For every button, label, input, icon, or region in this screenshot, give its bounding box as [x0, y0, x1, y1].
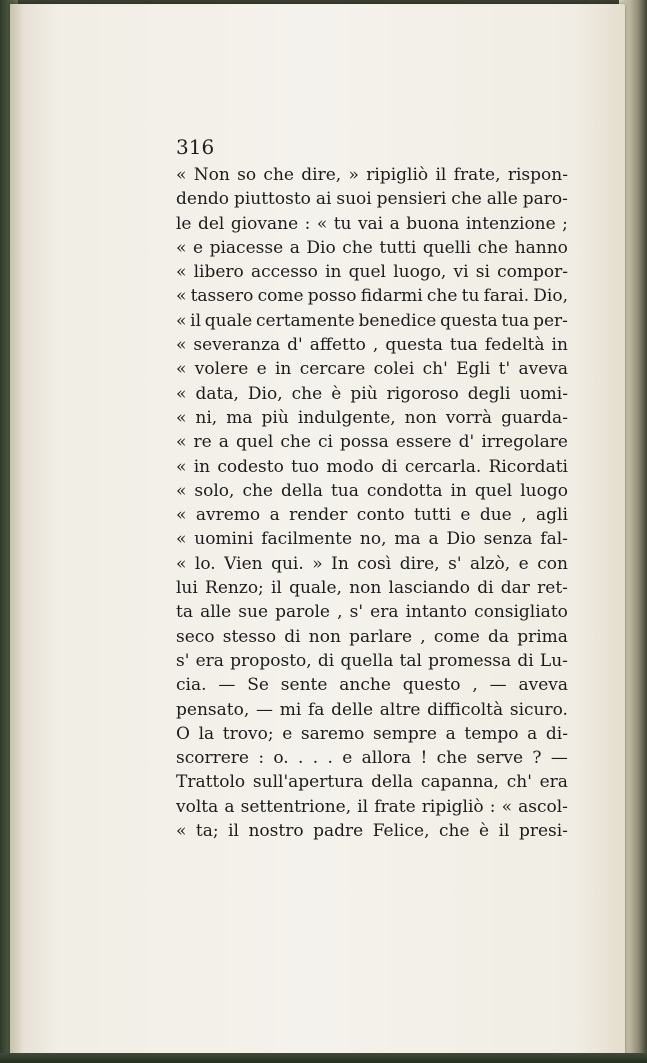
word: s' [349, 602, 364, 623]
word: quelli [422, 237, 472, 258]
word: piuttosto [233, 189, 311, 210]
word: quale [204, 310, 253, 331]
word: aveva [518, 675, 568, 696]
word: più [261, 407, 289, 428]
text-line [176, 357, 568, 381]
word: era [539, 772, 568, 793]
word: il [271, 578, 282, 599]
word: dar [500, 578, 530, 599]
word: e [192, 237, 204, 258]
word: serve [476, 748, 524, 769]
word: proposto, [230, 650, 312, 671]
word: sull'apertura [252, 772, 364, 793]
book-cover-bottom [0, 1053, 647, 1063]
word: suoi [336, 189, 372, 210]
word: come [433, 626, 480, 647]
word: Felice, [372, 821, 430, 842]
word: , [420, 626, 426, 647]
text-line [176, 163, 568, 187]
word: « [176, 432, 187, 453]
word: alzò, [469, 553, 511, 574]
word: modo [326, 456, 374, 477]
word: e [342, 748, 353, 769]
word: guarda- [501, 407, 568, 428]
word: settentrione, [240, 796, 352, 817]
word: » [312, 553, 323, 574]
word: nostro [248, 821, 304, 842]
word: colei [373, 359, 415, 380]
word: allora [361, 748, 412, 769]
word: mi [279, 699, 302, 720]
word: irregolare [481, 432, 568, 453]
word: lasciando [388, 578, 471, 599]
word: intenzione [465, 213, 556, 234]
text-line [176, 673, 568, 697]
word: « [176, 529, 187, 550]
word: come [257, 286, 304, 307]
word: compor- [497, 262, 568, 283]
word: Renzo; [205, 578, 264, 599]
word: cercarla. [404, 456, 482, 477]
word: promessa [428, 650, 512, 671]
text-line [176, 698, 568, 722]
word: re [193, 432, 212, 453]
word: a [527, 723, 538, 744]
word: ripigliò [366, 165, 429, 185]
word: intanto [405, 602, 467, 623]
word: — [550, 748, 568, 769]
word: , [337, 602, 343, 623]
word: di [477, 578, 494, 599]
word: tutti [414, 505, 451, 526]
word: qui. [271, 553, 304, 574]
word: ! [420, 748, 428, 769]
word: cia. [176, 675, 207, 696]
word: — [489, 675, 507, 696]
word: per- [533, 310, 568, 331]
word: — [218, 675, 236, 696]
word: . [327, 748, 333, 769]
word: delle [331, 699, 374, 720]
word: presi- [518, 821, 568, 842]
word: di [517, 650, 534, 671]
word: frate [374, 796, 416, 817]
word: » [348, 165, 359, 185]
word: quel [235, 432, 274, 453]
word: alle [200, 602, 232, 623]
text-line [176, 430, 568, 454]
word: che [263, 165, 294, 185]
word: dire, [399, 553, 440, 574]
word: tal [399, 650, 422, 671]
word: volere [194, 359, 249, 380]
word: padre [313, 821, 364, 842]
word: anche [339, 675, 391, 696]
text-line [176, 284, 568, 308]
word: sente [280, 675, 328, 696]
word: lo. [194, 553, 216, 574]
word: Lu- [539, 650, 568, 671]
word: senza [483, 529, 533, 550]
word: . [312, 748, 319, 769]
word: Dio, [247, 383, 283, 404]
word: rispon- [507, 165, 568, 185]
word: a [428, 529, 439, 550]
word: fa [308, 699, 325, 720]
word: hanno [514, 237, 568, 258]
word: facilmente [261, 529, 353, 550]
word: ma [226, 407, 253, 428]
word: non [349, 578, 382, 599]
word: « [176, 165, 187, 185]
word: tutti [379, 237, 417, 258]
word: che [436, 748, 468, 769]
text-line [176, 333, 568, 357]
word: ai [315, 189, 332, 210]
word: che [438, 821, 470, 842]
word: possa [340, 432, 389, 453]
word: scorrere [176, 748, 249, 769]
word: indulgente, [297, 407, 396, 428]
word: che [242, 480, 273, 501]
word: piacesse [209, 237, 284, 258]
word: lui [176, 578, 198, 599]
text-line [176, 576, 568, 600]
word: che [291, 383, 323, 404]
word: e [256, 359, 267, 380]
word: ; [562, 213, 568, 234]
word: a [224, 796, 235, 817]
word: Dio, [533, 286, 568, 307]
word: d' [287, 335, 303, 356]
word: pensato, [176, 699, 250, 720]
word: « [176, 480, 187, 501]
word: di [317, 650, 335, 671]
word: che [451, 189, 482, 210]
word: ni, [195, 407, 218, 428]
text-line [176, 236, 568, 260]
word: Vien [224, 553, 263, 574]
word: ch' [422, 359, 448, 380]
word: fedeltà [484, 335, 545, 356]
word: in [551, 335, 568, 356]
word: stesso [222, 626, 277, 647]
word: « [176, 407, 187, 428]
word: non [404, 407, 437, 428]
word: Se [247, 675, 269, 696]
word: d' [458, 432, 475, 453]
word: la [198, 723, 215, 744]
word: quel [348, 262, 386, 283]
word: del [197, 213, 225, 234]
word: o. [273, 748, 289, 769]
word: Dio [446, 529, 476, 550]
word: più [350, 383, 378, 404]
word: avremo [195, 505, 261, 526]
text-line [176, 309, 568, 333]
word: e [460, 505, 471, 526]
word: si [475, 262, 490, 283]
word: a [269, 505, 280, 526]
word: cercare [299, 359, 366, 380]
word: no, [359, 529, 387, 550]
word: solo, [194, 480, 235, 501]
word: quale, [289, 578, 342, 599]
text-line [176, 625, 568, 649]
word: prima [517, 626, 568, 647]
text-line [176, 770, 568, 794]
word: fidarmi [360, 286, 423, 307]
word: giovane [230, 213, 299, 234]
word: sue [238, 602, 268, 623]
word: , [372, 335, 379, 356]
word: è [331, 383, 342, 404]
word: , [472, 675, 478, 696]
word: ta [176, 602, 193, 623]
word: quella [340, 650, 394, 671]
word: a [445, 723, 456, 744]
word: di- [545, 723, 568, 744]
word: « [176, 383, 187, 404]
word: essere [395, 432, 452, 453]
text-line [176, 406, 568, 430]
word: parlare [349, 626, 413, 647]
word: « [176, 262, 187, 283]
word: dendo [176, 189, 230, 210]
word: a [389, 213, 400, 234]
word: il [435, 165, 447, 185]
word: a [289, 237, 300, 258]
word: buona [406, 213, 460, 234]
word: agli [536, 505, 568, 526]
word: « [176, 505, 187, 526]
word: tu [461, 286, 480, 307]
word: che [477, 237, 509, 258]
word: tu [333, 213, 352, 234]
word: questa [385, 335, 443, 356]
word: volta [176, 796, 219, 817]
word: di [284, 626, 301, 647]
word: Ricordati [488, 456, 568, 477]
page-text [176, 163, 568, 843]
text-line [176, 260, 568, 284]
word: « [176, 335, 187, 356]
word: luogo [520, 480, 568, 501]
word: da [488, 626, 510, 647]
word: capanna, [420, 772, 499, 793]
word: con [537, 553, 568, 574]
text-line [176, 795, 568, 819]
word: degli [467, 383, 511, 404]
word: questo [402, 675, 461, 696]
word: vai [357, 213, 384, 234]
word: Dio [306, 237, 336, 258]
word: ci [318, 432, 333, 453]
word: saremo [300, 723, 365, 744]
word: difficoltà [427, 699, 504, 720]
word: il [190, 310, 202, 331]
word: frate, [453, 165, 501, 185]
word: codesto [217, 456, 284, 477]
word: data, [195, 383, 239, 404]
word: severanza [193, 335, 281, 356]
word: , [521, 505, 527, 526]
word: libero [193, 262, 244, 283]
word: ma [394, 529, 421, 550]
text-line [176, 479, 568, 503]
word: non [308, 626, 341, 647]
word: : [489, 796, 496, 817]
word: accesso [250, 262, 318, 283]
word: t' [498, 359, 511, 380]
text-line [176, 819, 568, 843]
text-line [176, 552, 568, 576]
word: certamente [256, 310, 355, 331]
word: quel [474, 480, 513, 501]
word: le [176, 213, 192, 234]
word: posso [307, 286, 357, 307]
word: il [498, 821, 510, 842]
word: « [176, 456, 187, 477]
word: il [228, 821, 239, 842]
text-line [176, 722, 568, 746]
word: « [176, 359, 187, 380]
word: condotta [366, 480, 443, 501]
word: Egli [456, 359, 491, 380]
word: « [176, 237, 187, 258]
word: in [325, 262, 342, 283]
word: Trattolo [176, 772, 246, 793]
word: In [331, 553, 349, 574]
word: ch' [506, 772, 532, 793]
word: trovo; [222, 723, 274, 744]
word: vi [453, 262, 469, 283]
page-number: 316 [176, 135, 215, 159]
word: ta; [195, 821, 219, 842]
word: « [176, 310, 187, 331]
word: fal- [540, 529, 568, 550]
text-line [176, 527, 568, 551]
word: il [357, 796, 369, 817]
word: tempo [464, 723, 519, 744]
word: « [176, 821, 187, 842]
word: tua [330, 480, 359, 501]
word: così [357, 553, 392, 574]
word: pensieri [376, 189, 447, 210]
word: in [193, 456, 211, 477]
word: e [282, 723, 293, 744]
word: è [479, 821, 490, 842]
word: che [342, 237, 373, 258]
word: so [237, 165, 257, 185]
word: consigliato [474, 602, 568, 623]
text-line [176, 503, 568, 527]
word: della [280, 480, 323, 501]
word: sempre [372, 723, 437, 744]
word: in [450, 480, 467, 501]
word: e [518, 553, 529, 574]
word: s' [448, 553, 462, 574]
word: in [274, 359, 292, 380]
word: affetto [309, 335, 366, 356]
word: era [370, 602, 399, 623]
word: vorrà [445, 407, 493, 428]
text-line [176, 382, 568, 406]
word: tuo [291, 456, 320, 477]
text-line [176, 187, 568, 211]
text-line [176, 746, 568, 770]
word: uomi- [519, 383, 568, 404]
word: che [280, 432, 311, 453]
word: aveva [518, 359, 568, 380]
word: benedice [358, 310, 437, 331]
word: — [255, 699, 273, 720]
word: tassero [190, 286, 254, 307]
word: ascol- [518, 796, 568, 817]
word: « [176, 286, 187, 307]
word: : [258, 748, 265, 769]
word: tua [501, 310, 530, 331]
word: paro- [522, 189, 568, 210]
word: « [501, 796, 512, 817]
word: tua [449, 335, 478, 356]
word: rigoroso [386, 383, 459, 404]
word: alle [486, 189, 518, 210]
text-line [176, 600, 568, 624]
word: ? [532, 748, 542, 769]
word: uomini [194, 529, 254, 550]
word: luogo, [393, 262, 447, 283]
word: questa [440, 310, 498, 331]
word: ret- [537, 578, 568, 599]
word: parole [275, 602, 330, 623]
word: di [381, 456, 398, 477]
word: O [176, 723, 190, 744]
word: : [304, 213, 311, 234]
word: ripigliò [421, 796, 484, 817]
word: . [298, 748, 304, 769]
word: « [316, 213, 328, 234]
word: era [195, 650, 224, 671]
word: conto [356, 505, 405, 526]
word: farai. [483, 286, 530, 307]
word: due [479, 505, 512, 526]
word: Non [193, 165, 230, 185]
word: s' [176, 650, 190, 671]
text-line [176, 455, 568, 479]
word: altre [379, 699, 421, 720]
word: della [371, 772, 414, 793]
word: render [289, 505, 348, 526]
text-line [176, 649, 568, 673]
word: sicuro. [509, 699, 568, 720]
word: che [426, 286, 458, 307]
text-line [176, 212, 568, 236]
page-gutter-shadow [10, 4, 24, 1056]
word: dire, [301, 165, 342, 185]
word: seco [176, 626, 215, 647]
word: a [218, 432, 229, 453]
word: « [176, 553, 187, 574]
